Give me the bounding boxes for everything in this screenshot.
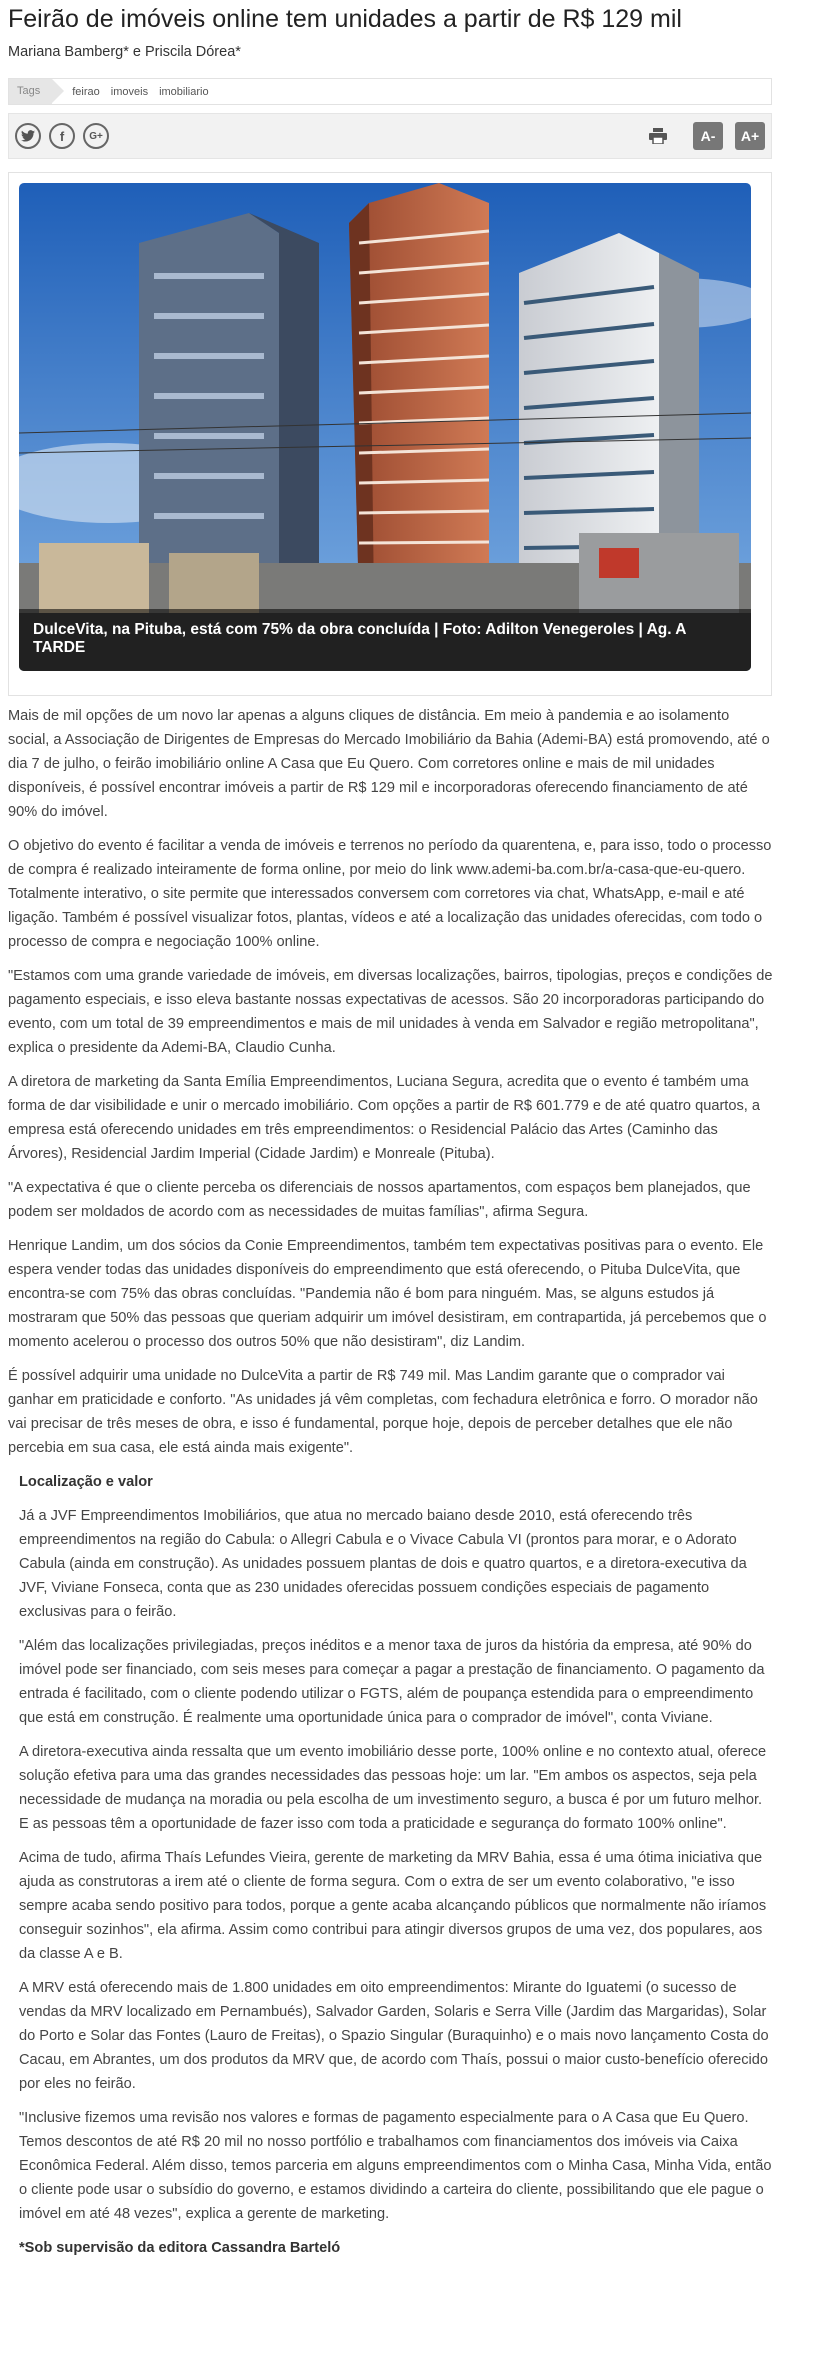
article-authors: Mariana Bamberg* e Priscila Dórea* (8, 44, 241, 60)
share-toolbar (8, 113, 772, 159)
tags-label: Tags (9, 79, 52, 104)
section-paragraph: "Inclusive fizemos uma revisão nos valores e formas de pagamento especialmente para o A Casa que Eu Quero. Temos descontos de até R$ 20 mil no nosso portfólio e trabalhamos com financiamentos dos imóveis via Caixa Econômica Federal. Além disso, temos parceria em alguns empreendimentos com o Minha Casa, Minha Vida, então o cliente pode usar o subsídio do governo, e estamos dividindo a carteira do cliente, possibilitando que ele pague o imóvel em até 48 vezes", explica a gerente de marketing. (19, 2110, 772, 2222)
section-heading: Localização e valor (19, 1474, 153, 1490)
twitter-icon[interactable] (15, 123, 41, 149)
font-decrease-button[interactable]: A- (693, 122, 723, 150)
font-increase-button[interactable]: A+ (735, 122, 765, 150)
photo-caption: DulceVita, na Pituba, está com 75% da obra concluída | Foto: Adilton Venegeroles | Ag. A TARDE (19, 609, 751, 671)
section-localizacao (8, 1470, 774, 2260)
tag-link[interactable]: imoveis (110, 85, 149, 98)
article-paragraph: O objetivo do evento é facilitar a venda de imóveis e terrenos no período da quarentena, e, para isso, todo o processo de compra é realizado inteiramente de forma online, por meio do link www.ademi-ba.com.br/a-casa-que-eu-quero. Totalmente interativo, o site permite que interessados conversem com corretores via chat, WhatsApp, e-mail e até ligação. Também é possível visualizar fotos, plantas, vídeos e até a localização das unidades oferecidas, com todo o processo de compra e negociação 100% online. (8, 838, 772, 950)
article-paragraph: É possível adquirir uma unidade no DulceVita a partir de R$ 749 mil. Mas Landim garante que o comprador vai ganhar em praticidade e conforto. "As unidades já vêm completas, com fechadura eletrônica e forro. O morador não vai precisar de três meses de obra, e isso é fundamental, porque hoje, depois de perceber detalhes que ele não percebia em sua casa, ele está ainda mais exigente". (8, 1368, 758, 1456)
tag-link[interactable]: feirao (72, 85, 100, 98)
tags-bar (8, 78, 772, 105)
section-paragraph: "Além das localizações privilegiadas, preços inéditos e a menor taxa de juros da história da empresa, até 90% do imóvel pode ser financiado, com seis meses para começar a pagar a prestação de financiamento. O pagamento da entrada é facilitado, com o cliente podendo utilizar o FGTS, além de poupança estendida para o empreendimento que está em construção. É realmente uma oportunidade única para o comprador de imóvel", conta Viviane. (19, 1638, 765, 1726)
tag-link[interactable]: imobiliario (159, 85, 209, 98)
google-plus-icon[interactable]: G+ (83, 123, 109, 149)
article-title: Feirão de imóveis online tem unidades a partir de R$ 129 mil (8, 5, 682, 33)
section-paragraph: Acima de tudo, afirma Thaís Lefundes Vieira, gerente de marketing da MRV Bahia, essa é uma ótima iniciativa que ajuda as construtoras a irem até o cliente de forma segura. Com o extra de ser um evento colaborativo, "e isso sempre acaba sendo positivo para todos, porque a gente acaba alcançando públicos que normalmente não iríamos conseguir sozinhos", ela afirma. Assim como contribui para atingir diversos grupos de uma vez, dos populares, aos da classe A e B. (19, 1850, 767, 1962)
facebook-icon[interactable]: f (49, 123, 75, 149)
print-icon[interactable] (645, 123, 671, 149)
editor-note: *Sob supervisão da editora Cassandra Barteló (19, 2240, 341, 2256)
article-paragraph: A diretora de marketing da Santa Emília Empreendimentos, Luciana Segura, acredita que o evento é também uma forma de dar visibilidade e unir o mercado imobiliário. Com opções a partir de R$ 601.779 e de até quatro quartos, a empresa está oferecendo unidades em três empreendimentos: o Residencial Palácio das Artes (Caminho das Árvores), Residencial Jardim Imperial (Cidade Jardim) e Monreale (Pituba). (8, 1074, 760, 1162)
section-paragraph: Já a JVF Empreendimentos Imobiliários, que atua no mercado baiano desde 2010, está oferecendo três empreendimentos na região do Cabula: o Allegri Cabula e o Vivace Cabula VI (prontos para morar, e o Adorato Cabula (ainda em construção). As unidades possuem plantas de dois e quatro quartos, e a diretora-executiva da JVF, Viviane Fonseca, conta que as 230 unidades oferecidas possuem condições especiais de pagamento exclusivas para o feirão. (19, 1508, 747, 1620)
section-paragraph: A diretora-executiva ainda ressalta que um evento imobiliário desse porte, 100% online e no contexto atual, oferece solução efetiva para uma das grandes necessidades das pessoas hoje: um lar. "Em ambos os aspectos, seja pela necessidade de mudança na moradia ou pela escolha de um investimento seguro, a busca é por um futuro melhor. E as pessoas têm a oportunidade de fazer isso com toda a praticidade e segurança do formato 100% online". (19, 1744, 767, 1832)
building-photo (19, 183, 751, 671)
section-paragraph: A MRV está oferecendo mais de 1.800 unidades em oito empreendimentos: Mirante do Iguatemi (o sucesso de vendas da MRV localizado em Pernambués), Salvador Garden, Solaris e Serra Ville (Jardim das Margaridas), Solar do Porto e Solar das Fontes (Lauro de Freitas), o Spazio Singular (Buraquinho) e o mais novo lançamento Costa do Cacau, em Abrantes, um dos produtos da MRV que, de acordo com Thaís, possui o maior custo-benefício oferecido por eles no feirão. (19, 1980, 769, 2092)
article-body (8, 704, 774, 2270)
article-paragraph: Mais de mil opções de um novo lar apenas a alguns cliques de distância. Em meio à pandemia e ao isolamento social, a Associação de Dirigentes de Empresas do Mercado Imobiliário da Bahia (Ademi-BA) está promovendo, até o dia 7 de julho, o feirão imobiliário online A Casa que Eu Quero. Com corretores online e mais de mil unidades disponíveis, é possível encontrar imóveis a partir de R$ 129 mil e incorporadoras oferecendo financiamento de até 90% do imóvel. (8, 708, 770, 820)
article-paragraph: "A expectativa é que o cliente perceba os diferenciais de nossos apartamentos, com espaços bem planejados, que podem ser moldados de acordo com as necessidades de muitas famílias", afirma Segura. (8, 1180, 751, 1220)
article-figure (8, 172, 772, 696)
article-paragraph: "Estamos com uma grande variedade de imóveis, em diversas localizações, bairros, tipologias, preços e condições de pagamento especiais, e isso eleva bastante nossas expectativas de acessos. São 20 incorporadoras participando do evento, com um total de 39 empreendimentos e mais de mil unidades à venda em Salvador e região metropolitana", explica o presidente da Ademi-BA, Claudio Cunha. (8, 968, 773, 1056)
article-paragraph: Henrique Landim, um dos sócios da Conie Empreendimentos, também tem expectativas positivas para o evento. Ele espera vender todas das unidades disponíveis do empreendimento que está oferecendo, o Pituba DulceVita, que encontra-se com 75% das obras concluídas. "Pandemia não é bom para ninguém. Mas, se alguns estudos já mostraram que 50% das pessoas que queriam adquirir um imóvel desistiram, em contrapartida, já percebemos que o momento acelerou o processo dos outros 50% que não desistiram", diz Landim. (8, 1238, 767, 1350)
